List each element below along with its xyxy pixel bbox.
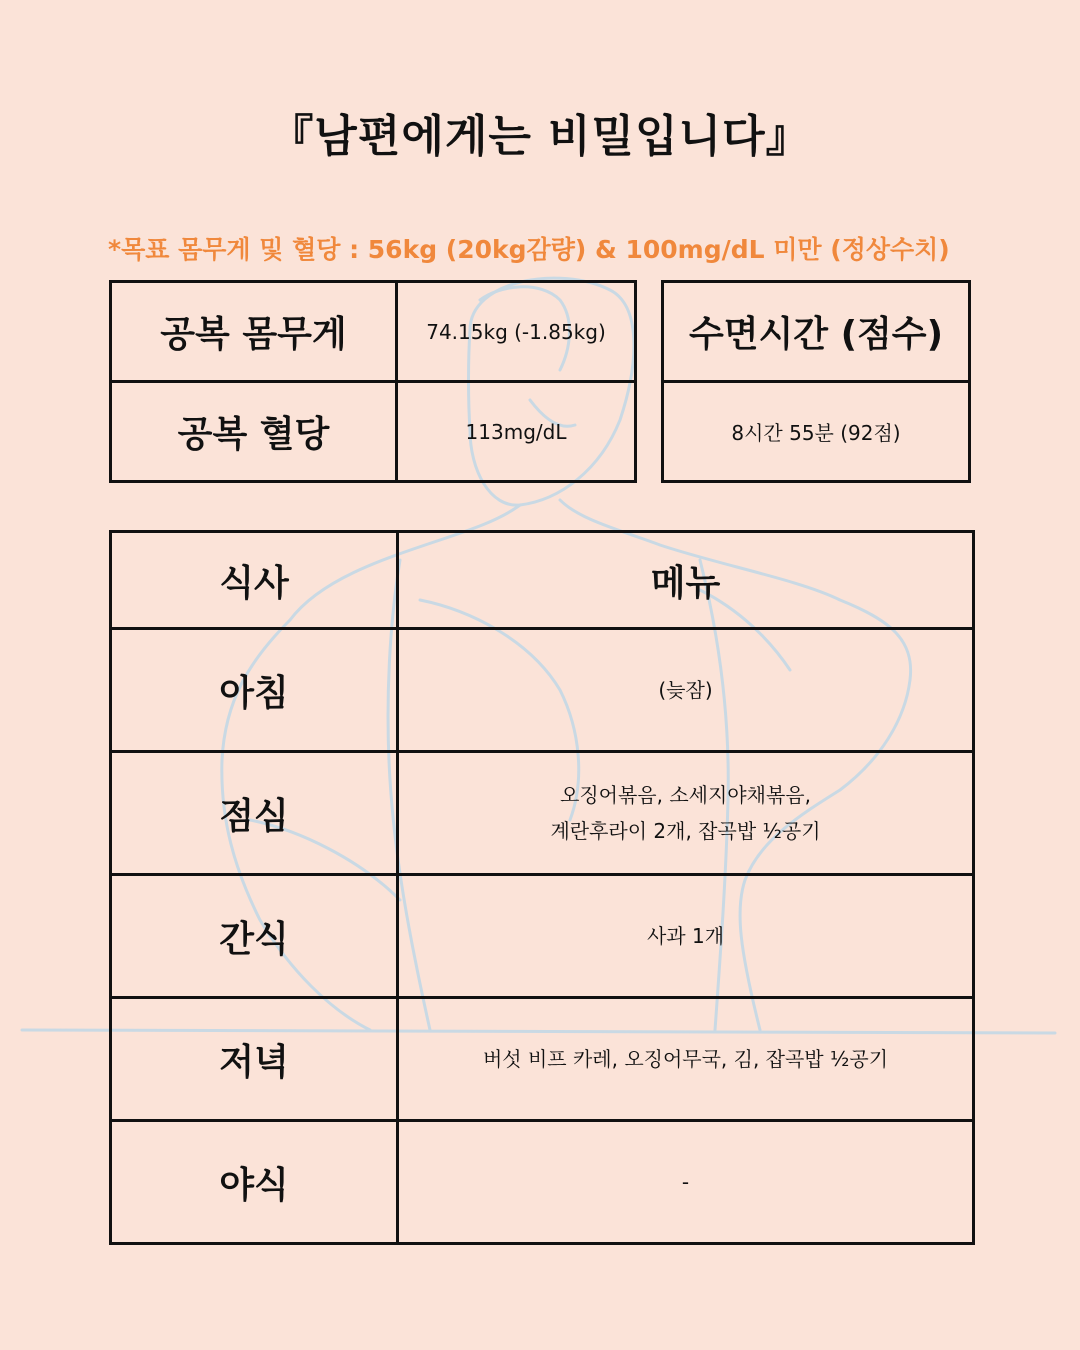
fasting-weight-label: 공복 몸무게 bbox=[111, 282, 397, 382]
meal-name-snack: 간식 bbox=[111, 875, 398, 998]
table-row bbox=[111, 382, 636, 482]
menu-snack bbox=[398, 875, 974, 998]
fasting-stats-table bbox=[109, 280, 637, 483]
menu-line: 계란후라이 2개, 잡곡밥 ½공기 bbox=[550, 819, 821, 843]
menu-line: 사과 1개 bbox=[646, 924, 725, 948]
sleep-table bbox=[661, 280, 971, 483]
meal-column-header: 식사 bbox=[111, 532, 398, 629]
menu-breakfast bbox=[398, 629, 974, 752]
goal-text: *목표 몸무게 및 혈당 : 56kg (20kg감량) & 100mg/dL 미만 (정상수치) bbox=[108, 235, 950, 264]
menu-lunch bbox=[398, 752, 974, 875]
table-row bbox=[111, 629, 974, 752]
fasting-glucose-label: 공복 혈당 bbox=[111, 382, 397, 482]
menu-line: - bbox=[681, 1170, 690, 1194]
table-row bbox=[111, 752, 974, 875]
menu-line: (늦잠) bbox=[658, 678, 713, 702]
menu-line: 버섯 비프 카레, 오징어무국, 김, 잡곡밥 ½공기 bbox=[482, 1047, 889, 1071]
meals-table bbox=[109, 530, 975, 1245]
page-title: 『남편에게는 비밀입니다』 bbox=[269, 111, 811, 162]
table-row bbox=[663, 282, 970, 382]
table-header-row bbox=[111, 532, 974, 629]
meal-name-late-night: 야식 bbox=[111, 1121, 398, 1244]
table-row bbox=[111, 1121, 974, 1244]
menu-dinner bbox=[398, 998, 974, 1121]
table-row bbox=[111, 875, 974, 998]
fasting-weight-value: 74.15kg (-1.85kg) bbox=[397, 282, 636, 382]
menu-column-header: 메뉴 bbox=[398, 532, 974, 629]
menu-late-night bbox=[398, 1121, 974, 1244]
table-row bbox=[111, 998, 974, 1121]
sleep-label: 수면시간 (점수) bbox=[663, 282, 970, 382]
meal-name-lunch: 점심 bbox=[111, 752, 398, 875]
meal-name-dinner: 저녁 bbox=[111, 998, 398, 1121]
meal-name-breakfast: 아침 bbox=[111, 629, 398, 752]
table-row bbox=[111, 282, 636, 382]
fasting-glucose-value: 113mg/dL bbox=[397, 382, 636, 482]
table-row bbox=[663, 382, 970, 482]
menu-line: 오징어볶음, 소세지야채볶음, bbox=[560, 783, 811, 807]
sleep-value: 8시간 55분 (92점) bbox=[663, 382, 970, 482]
